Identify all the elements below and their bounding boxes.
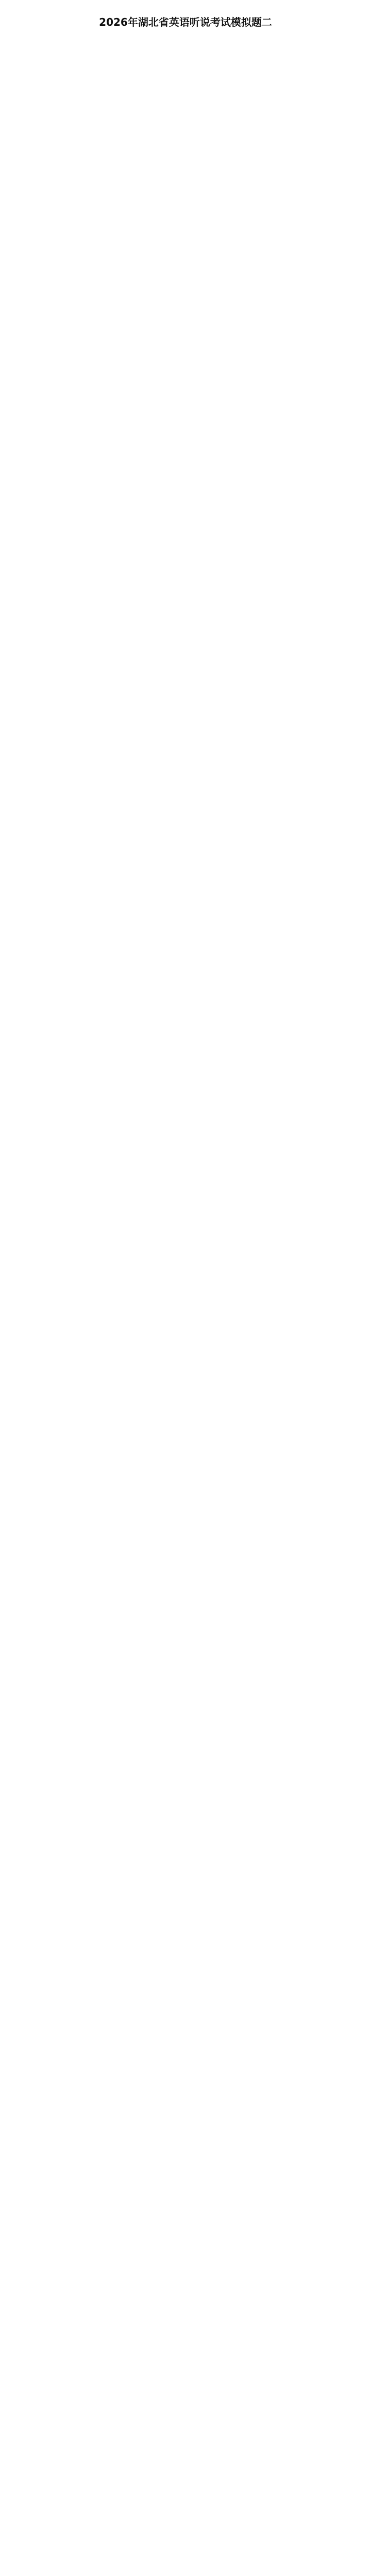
document-title: 2026年湖北省英语听说考试模拟题二 [99,16,272,28]
